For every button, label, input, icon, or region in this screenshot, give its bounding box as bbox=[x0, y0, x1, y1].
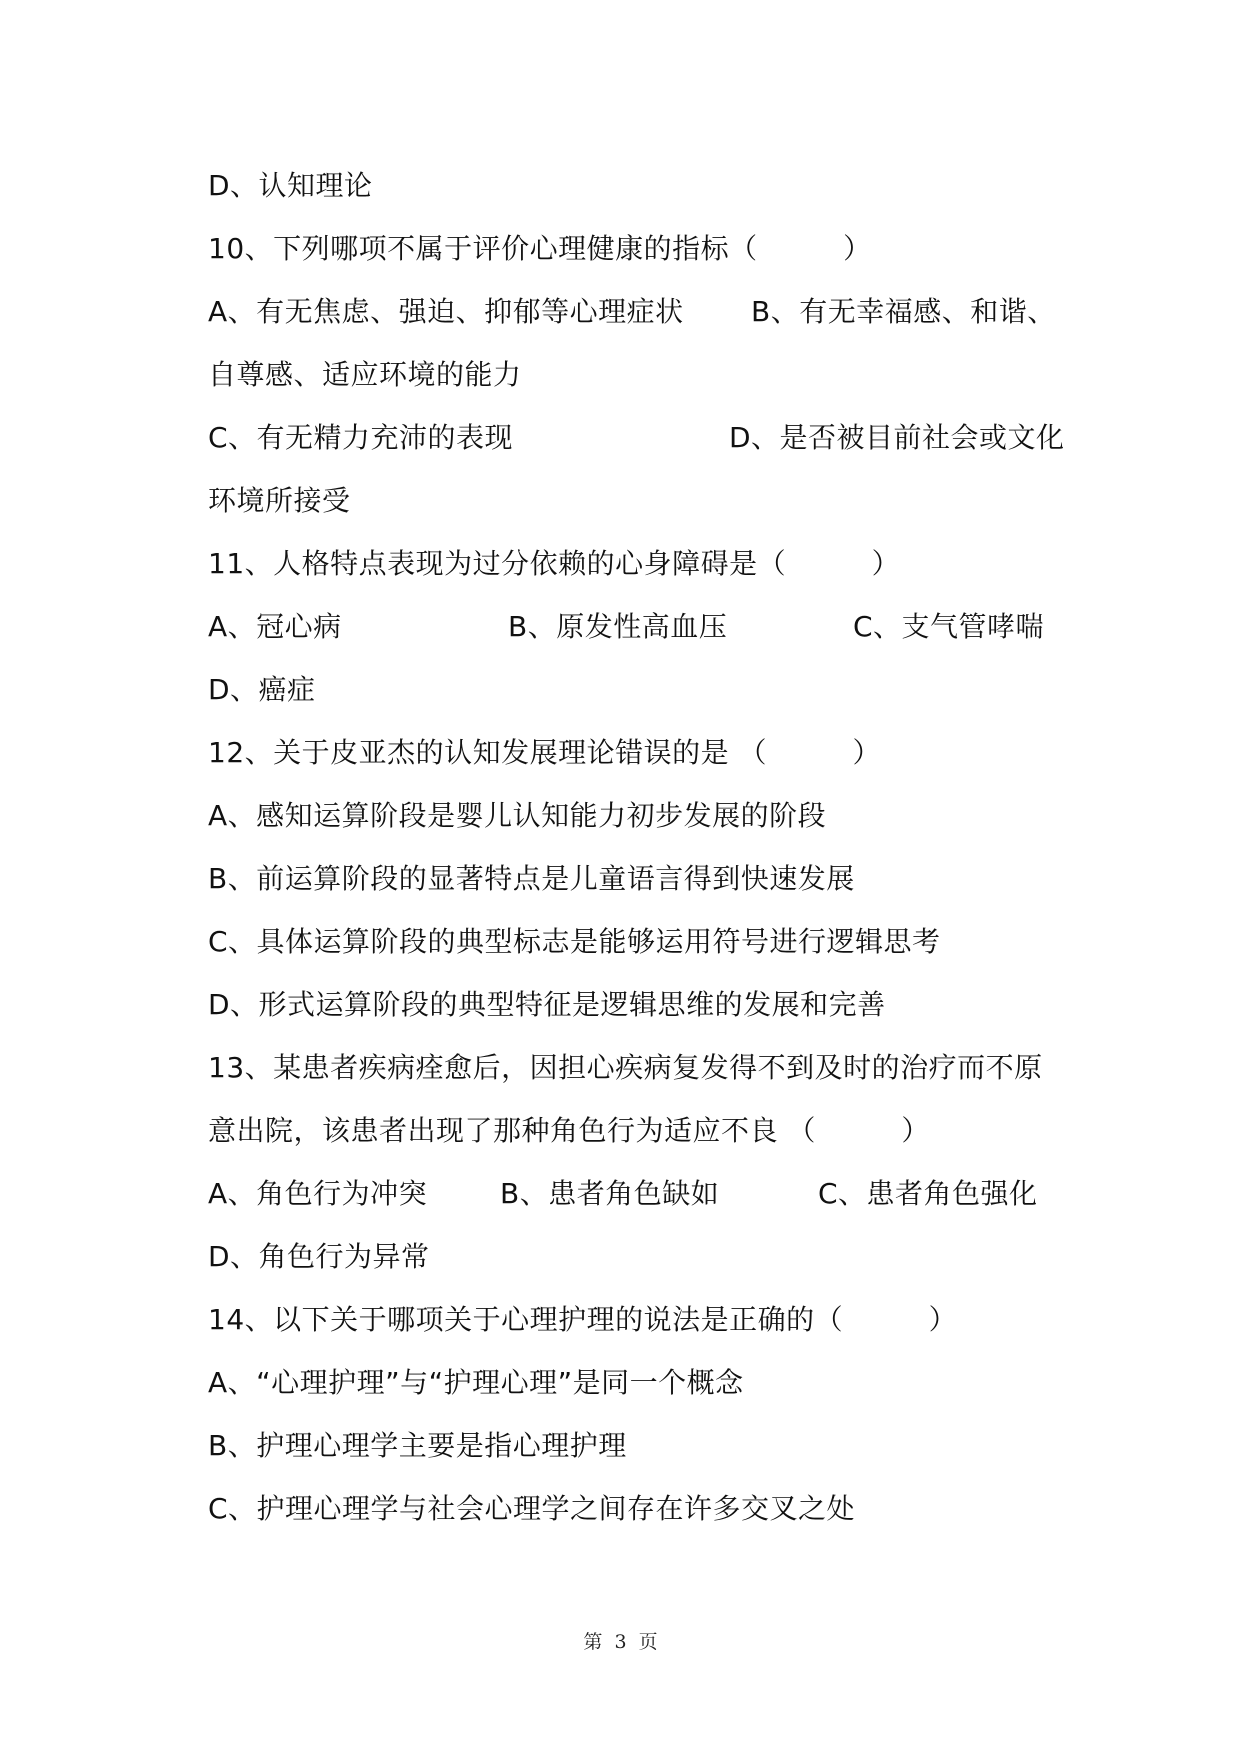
page-number: 第 3 页 bbox=[583, 1631, 658, 1653]
q10-options-ab bbox=[208, 292, 1108, 332]
q13-option-d: D、角色行为异常 bbox=[208, 1240, 430, 1273]
q10-option-c: C、有无精力充沛的表现 bbox=[208, 421, 514, 454]
q13-option-a: A、角色行为冲突 bbox=[208, 1177, 428, 1210]
q13-question: 13、某患者疾病痊愈后，因担心疾病复发得不到及时的治疗而不原 bbox=[208, 1051, 1043, 1084]
q10-option-b: B、有无幸福感、和谐、 bbox=[751, 295, 1056, 328]
q13-options-abc bbox=[208, 1174, 1108, 1214]
q11-option-b: B、原发性高血压 bbox=[508, 610, 728, 643]
q10-option-a: A、有无焦虑、强迫、抑郁等心理症状 bbox=[208, 295, 684, 328]
q11-options-abc bbox=[208, 607, 1108, 647]
q13-option-b: B、患者角色缺如 bbox=[500, 1177, 720, 1210]
q11-question: 11、人格特点表现为过分依赖的心身障碍是（ ） bbox=[208, 547, 901, 580]
q12-option-c: C、具体运算阶段的典型标志是能够运用符号进行逻辑思考 bbox=[208, 925, 941, 958]
q11-option-a: A、冠心病 bbox=[208, 610, 342, 643]
q14-option-a: A、“心理护理”与“护理心理”是同一个概念 bbox=[208, 1366, 744, 1399]
q13-question-continued: 意出院，该患者出现了那种角色行为适应不良 （ ） bbox=[208, 1114, 930, 1147]
q14-option-c: C、护理心理学与社会心理学之间存在许多交叉之处 bbox=[208, 1492, 856, 1525]
q12-option-a: A、感知运算阶段是婴儿认知能力初步发展的阶段 bbox=[208, 799, 827, 832]
q14-option-b: B、护理心理学主要是指心理护理 bbox=[208, 1429, 627, 1462]
q13-option-c: C、患者角色强化 bbox=[818, 1177, 1038, 1210]
q9-option-d: D、认知理论 bbox=[208, 169, 373, 202]
q12-question: 12、关于皮亚杰的认知发展理论错误的是 （ ） bbox=[208, 736, 882, 769]
q11-option-c: C、支气管哮喘 bbox=[853, 610, 1045, 643]
q10-option-b-continued: 自尊感、适应环境的能力 bbox=[208, 358, 522, 391]
q14-question: 14、以下关于哪项关于心理护理的说法是正确的（ ） bbox=[208, 1303, 958, 1336]
q10-option-d: D、是否被目前社会或文化 bbox=[729, 421, 1065, 454]
q10-option-d-continued: 环境所接受 bbox=[208, 484, 351, 517]
q10-question: 10、下列哪项不属于评价心理健康的指标（ ） bbox=[208, 232, 872, 265]
q12-option-d: D、形式运算阶段的典型特征是逻辑思维的发展和完善 bbox=[208, 988, 886, 1021]
q12-option-b: B、前运算阶段的显著特点是儿童语言得到快速发展 bbox=[208, 862, 855, 895]
q11-option-d: D、癌症 bbox=[208, 673, 316, 706]
q10-options-cd bbox=[208, 418, 1108, 458]
